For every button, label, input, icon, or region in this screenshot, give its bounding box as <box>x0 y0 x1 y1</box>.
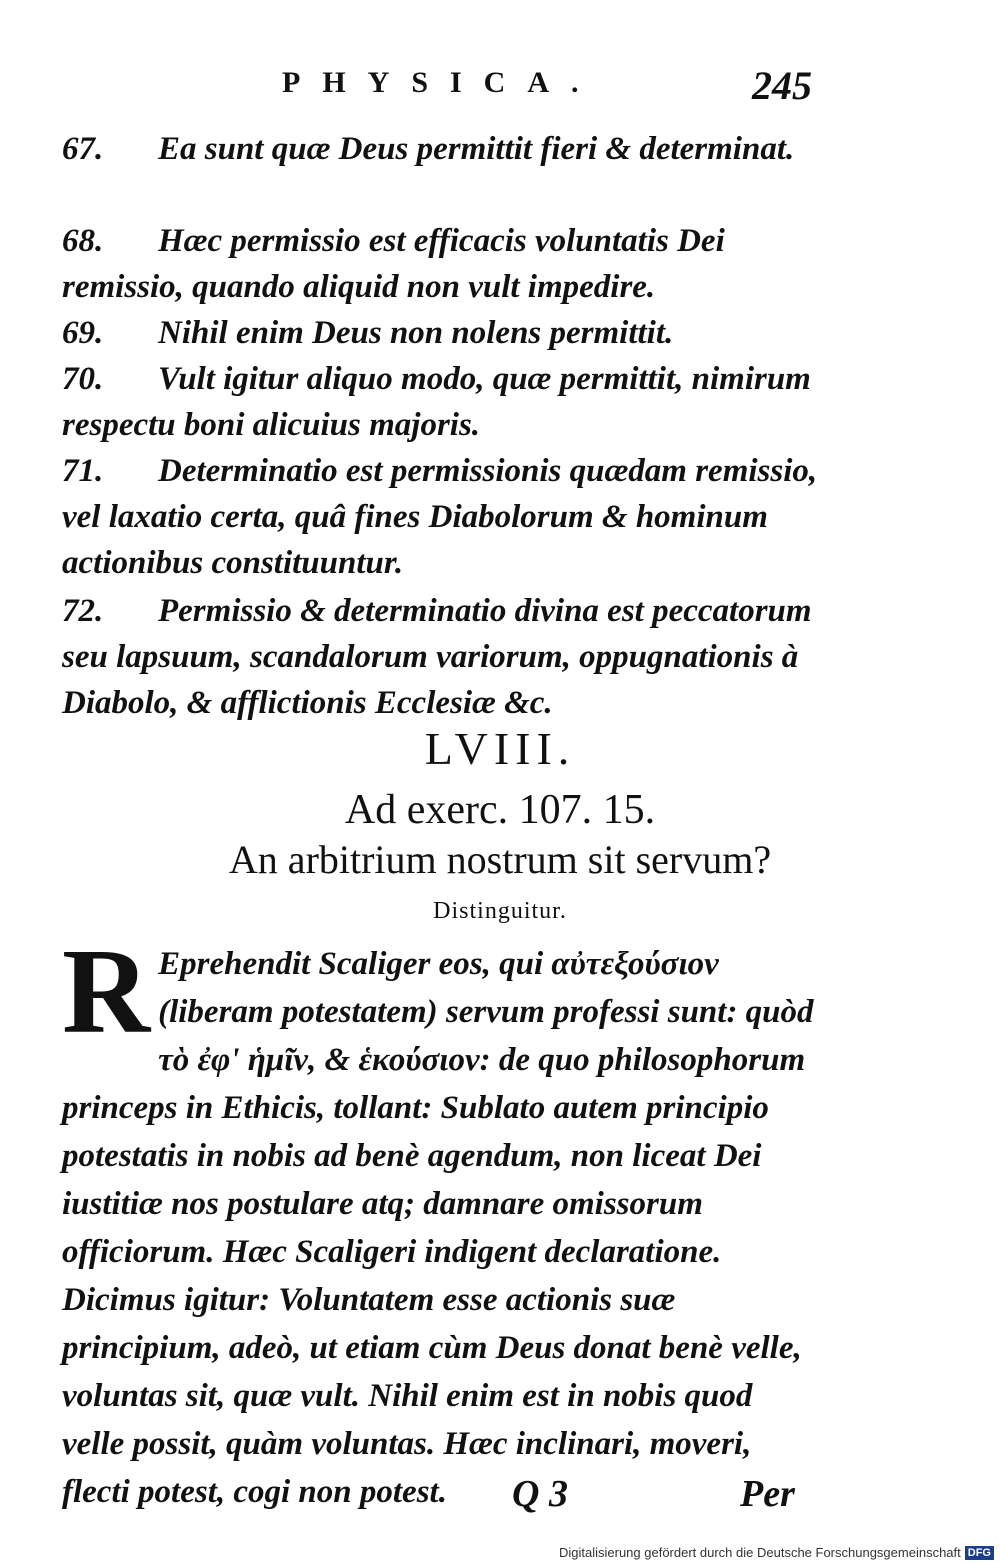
thesis-number: 67. <box>62 131 104 167</box>
thesis-number: 70. <box>62 361 104 397</box>
section-numeral: LVIII. <box>424 723 576 774</box>
thesis-number: 72. <box>62 593 104 629</box>
funding-text: Digitalisierung gefördert durch die Deutsche Forschungsgemeinschaft <box>558 1545 961 1560</box>
thesis-text: Vult igitur aliquo modo, quæ permittit, nimirum respectu boni alicuius majoris. <box>62 361 811 443</box>
thesis-text: Determinatio est permissionis quædam remissio, vel laxatio certa, quâ fines Diabolorum & hominum actionibus constituuntur. <box>62 453 818 581</box>
thesis-69 <box>62 310 822 356</box>
thesis-number: 68. <box>62 223 104 259</box>
drop-cap: R <box>62 924 151 1059</box>
dfg-logo: DFG <box>965 1546 994 1560</box>
thesis-number: 71. <box>62 453 104 489</box>
funding-note <box>559 1545 994 1560</box>
thesis-text: Ea sunt quæ Deus permittit fieri & determinat. <box>158 131 795 167</box>
signature-mark: Q 3 <box>512 1473 568 1515</box>
section-question: An arbitrium nostrum sit servum? <box>228 837 772 882</box>
body-paragraph <box>62 924 822 1516</box>
catchword: Per <box>740 1473 795 1515</box>
body-text: Eprehendit Scaliger eos, qui αὐτεξούσιον (liberam potestatem) servum professi sunt: quòd τὸ ἐφ' ἡμῖν, & ἑκούσιον: de quo philosophorum princeps in Ethicis, tollant: Sublato autem principio potestatis in nobis ad benè agendum, non liceat Dei iustitiæ nos postulare atq; damnare omissorum officiorum. Hæc Scaligeri indigent declaratione. Dicimus igitur: Voluntatem esse actionis suæ principium, adeò, ut etiam cùm Deus donat benè velle, voluntas sit, quæ vult. Nihil enim est in nobis quod velle possit, quàm voluntas. Hæc inclinari, moveri, flecti potest, cogi non potest. <box>62 946 814 1510</box>
thesis-71 <box>62 448 822 586</box>
page-footer <box>0 1472 1000 1522</box>
section-reference: Ad exerc. 107. 15. <box>344 787 656 833</box>
thesis-70 <box>62 356 822 448</box>
thesis-number: 69. <box>62 315 104 351</box>
running-title: PHYSICA. <box>282 66 601 99</box>
thesis-68 <box>62 218 822 310</box>
page-number: 245 <box>752 63 812 108</box>
thesis-72 <box>62 588 822 726</box>
thesis-text: Hæc permissio est efficacis voluntatis Dei remissio, quando aliquid non vult impedire. <box>62 223 725 305</box>
page-header <box>0 63 1000 116</box>
thesis-text: Nihil enim Deus non nolens permittit. <box>158 315 674 351</box>
thesis-text: Permissio & determinatio divina est peccatorum seu lapsuum, scandalorum variorum, oppugnationis à Diabolo, & afflictionis Ecclesiæ &c. <box>62 593 812 721</box>
thesis-67 <box>62 126 822 172</box>
section-subheading: Distinguitur. <box>433 898 567 924</box>
